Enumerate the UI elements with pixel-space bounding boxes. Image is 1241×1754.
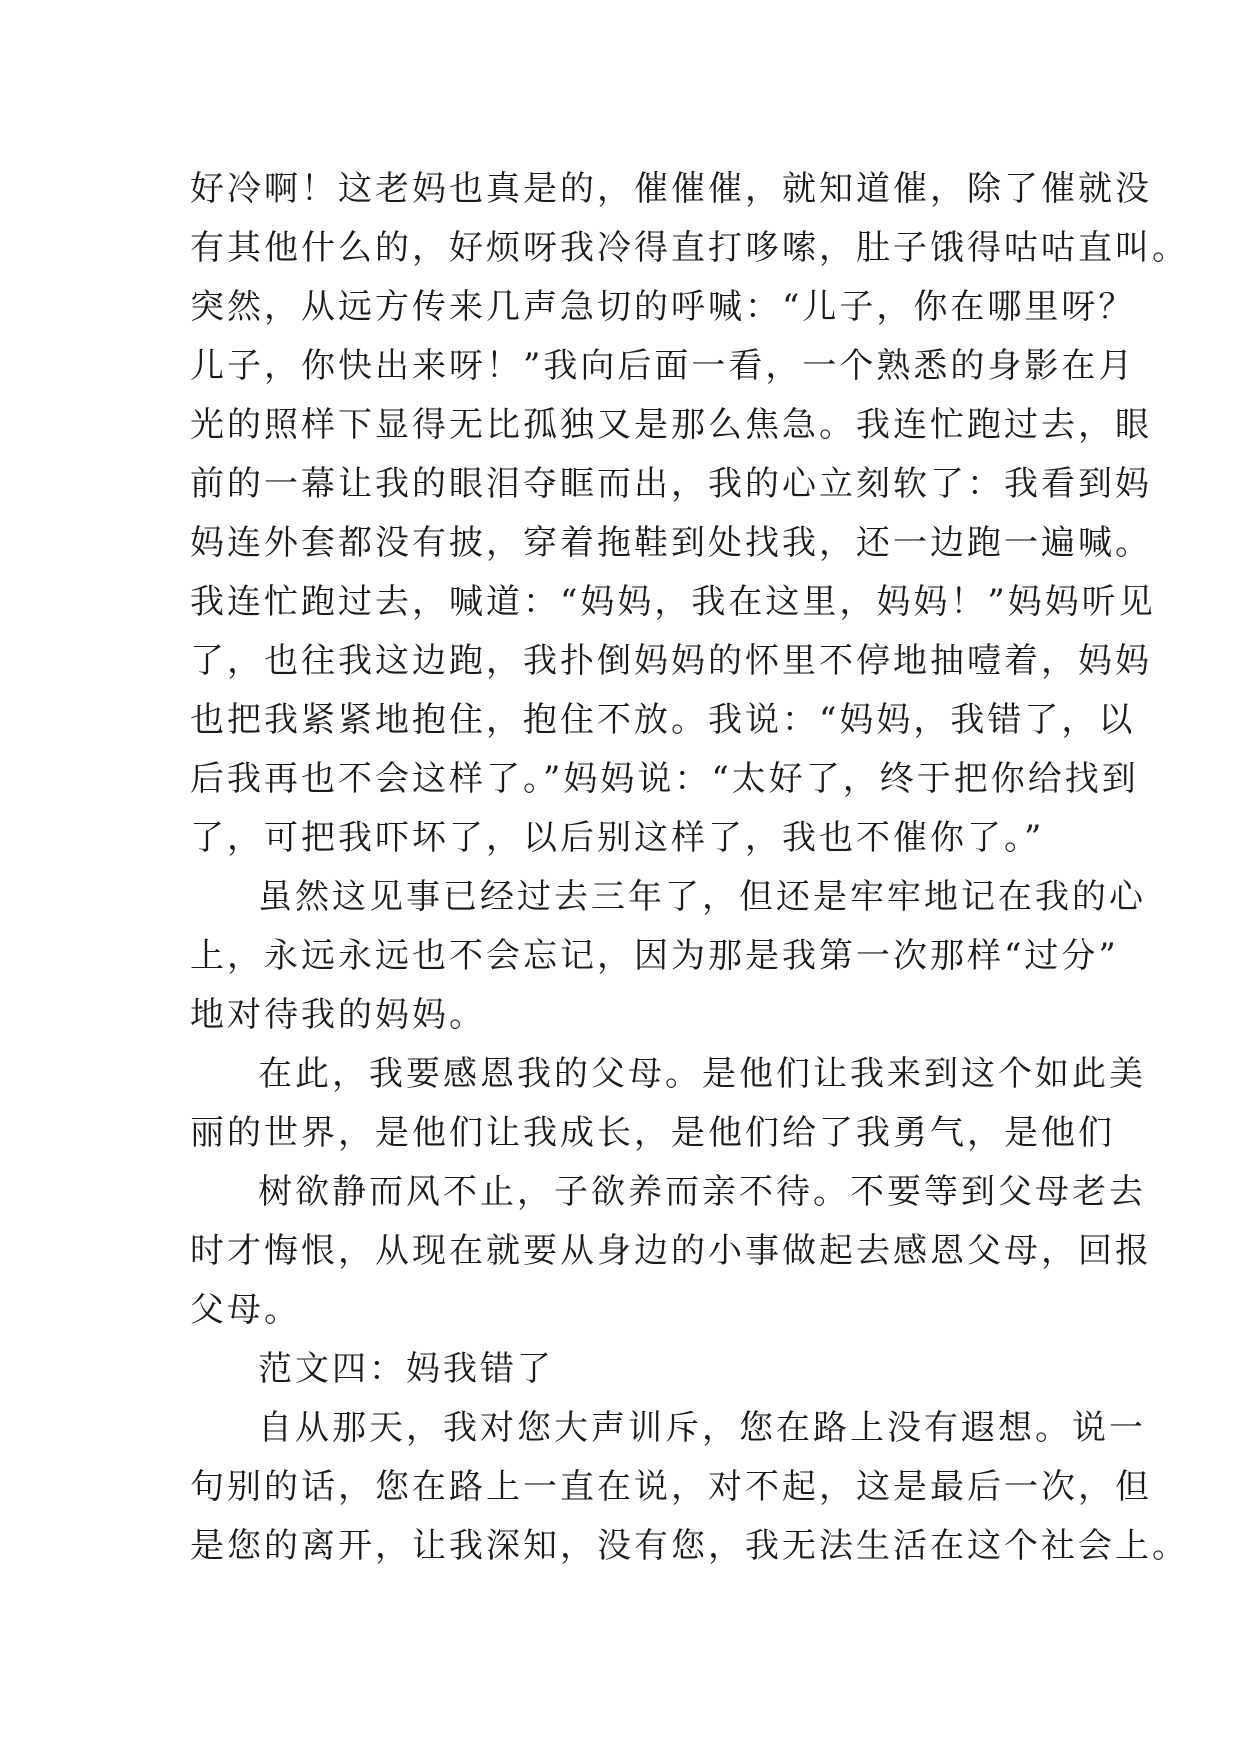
text-line: 前的一幕让我的眼泪夺眶而出，我的心立刻软了：我看到妈 xyxy=(190,464,1152,504)
text-line: 父母。 xyxy=(190,1290,301,1330)
text-line: 后我再也不会这样了。”妈妈说：“太好了，终于把你给找到 xyxy=(190,759,1139,799)
text-line: 儿子，你快出来呀！”我向后面一看，一个熟悉的身影在月 xyxy=(190,346,1136,386)
paragraph-first-line: 虽然这见事已经过去三年了，但还是牢牢地记在我的心 xyxy=(258,877,1146,917)
paragraph-first-line: 自从那天，我对您大声训斥，您在路上没有遐想。说一 xyxy=(258,1408,1146,1448)
text-line: 丽的世界，是他们让我成长，是他们给了我勇气，是他们 xyxy=(190,1113,1115,1153)
text-line: 上，永远永远也不会忘记，因为那是我第一次那样“过分” xyxy=(190,936,1119,976)
text-line: 时才悔恨，从现在就要从身边的小事做起去感恩父母，回报 xyxy=(190,1231,1152,1271)
text-line: 我连忙跑过去，喊道：“妈妈，我在这里，妈妈！”妈妈听见 xyxy=(190,582,1156,622)
text-line: 突然，从远方传来几声急切的呼喊：“儿子，你在哪里呀？ xyxy=(190,287,1136,327)
text-line: 地对待我的妈妈。 xyxy=(190,995,486,1035)
text-line: 妈连外套都没有披，穿着拖鞋到处找我，还一边跑一遍喊。 xyxy=(190,523,1152,563)
text-line: 光的照样下显得无比孤独又是那么焦急。我连忙跑过去，眼 xyxy=(190,405,1152,445)
text-line: 是您的离开，让我深知，没有您，我无法生活在这个社会上。 xyxy=(190,1526,1189,1566)
paragraph-first-line: 树欲静而风不止，子欲养而亲不待。不要等到父母老去 xyxy=(258,1172,1146,1212)
text-line: 了，可把我吓坏了，以后别这样了，我也不催你了。” xyxy=(190,818,1045,858)
text-line: 也把我紧紧地抱住，抱住不放。我说：“妈妈，我错了，以 xyxy=(190,700,1136,740)
text-line: 了，也往我这边跑，我扑倒妈妈的怀里不停地抽噎着，妈妈 xyxy=(190,641,1152,681)
section-heading: 范文四：妈我错了 xyxy=(258,1349,554,1389)
paragraph-first-line: 在此，我要感恩我的父母。是他们让我来到这个如此美 xyxy=(258,1054,1146,1094)
text-line: 句别的话，您在路上一直在说，对不起，这是最后一次，但 xyxy=(190,1467,1152,1507)
text-line: 好冷啊！这老妈也真是的，催催催，就知道催，除了催就没 xyxy=(190,169,1152,209)
document-body xyxy=(190,160,1189,1576)
text-line: 有其他什么的，好烦呀我冷得直打哆嗦，肚子饿得咕咕直叫。 xyxy=(190,228,1189,268)
